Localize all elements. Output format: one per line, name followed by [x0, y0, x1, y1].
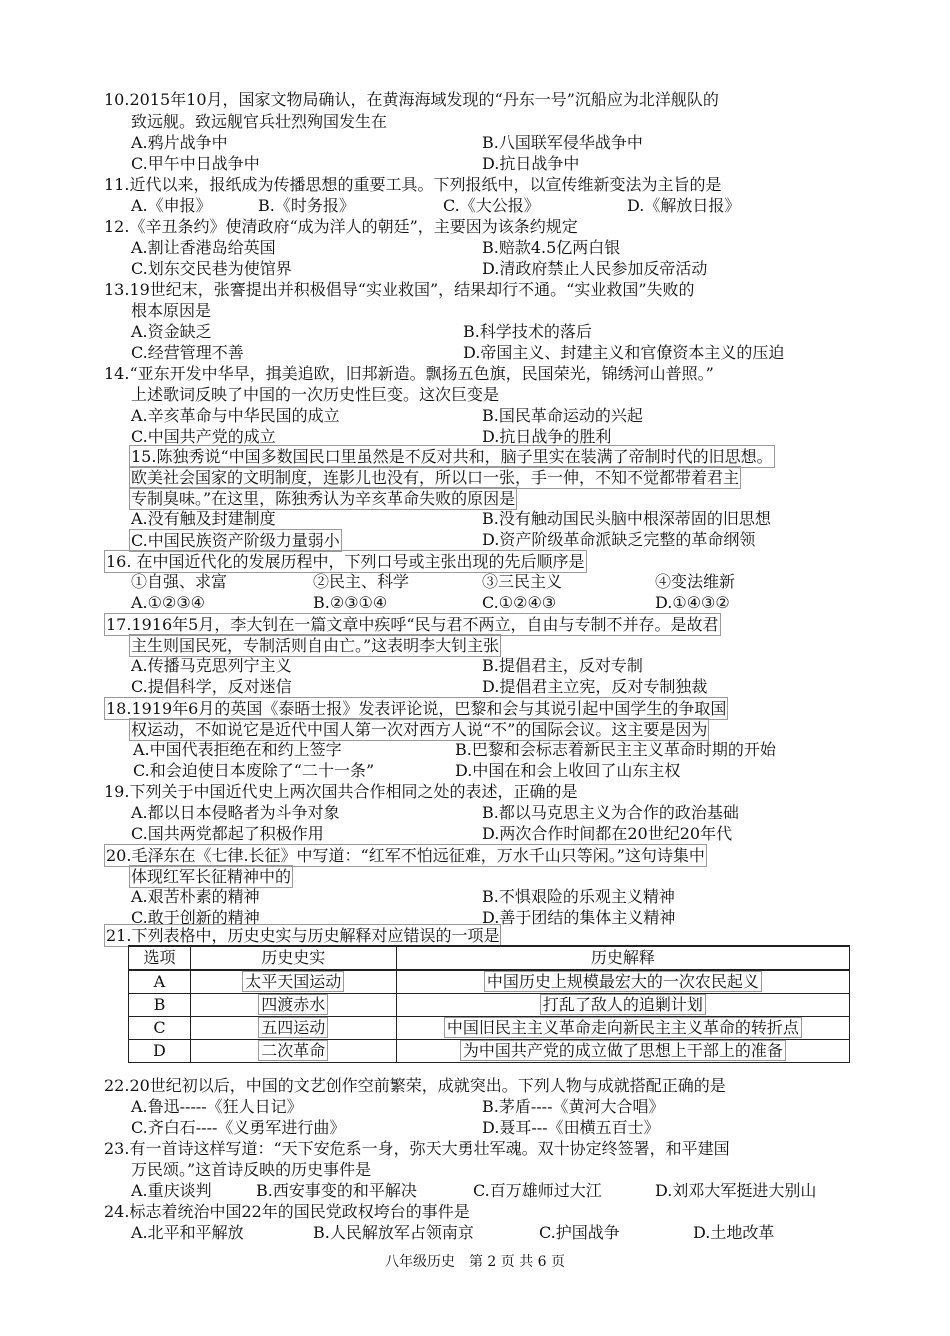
explanation-text: 中国历史上规模最宏大的一次农民起义 [484, 971, 762, 992]
text-line: 22.20世纪初以后，中国的文艺创作空前繁荣，成就突出。下列人物与成就搭配正确的是 [104, 1076, 726, 1095]
text-line: A.艰苦朴素的精神 [131, 887, 260, 906]
text-line: 权运动，不如说它是近代中国人第一次对西方人说“不”的国际会议。这主要是因为 [131, 720, 708, 739]
text-line: B.②③①④ [313, 593, 388, 612]
table-cell-fact [190, 1040, 396, 1063]
text-line: A.都以日本侵略者为斗争对象 [131, 803, 340, 822]
text-line: ②民主、科学 [313, 572, 410, 591]
text-line: 19.下列关于中国近代史上两次国共合作相同之处的表述，正确的是 [104, 782, 578, 801]
table-cell-option: D [129, 1040, 191, 1063]
text-line: 17.1916年5月，李大钊在一篇文章中疾呼“民与君不两立，自由与专制不并存。是故君 [106, 615, 719, 634]
text-line: B.赔款4.5亿两白银 [482, 238, 621, 257]
text-line: D.刘邓大军挺进大别山 [655, 1181, 817, 1200]
text-line: 根本原因是 [131, 301, 212, 320]
text-line: D.《解放日报》 [627, 196, 741, 215]
table-row [129, 1017, 850, 1040]
text-line: B.人民解放军占领南京 [313, 1223, 474, 1242]
text-line: 18.1919年6月的英国《泰晤士报》发表评论说，巴黎和会与其说引起中国学生的争取国 [106, 699, 727, 718]
table-cell-explanation [396, 970, 849, 994]
text-line: A.资金缺乏 [131, 322, 212, 341]
text-line: D.帝国主义、封建主义和官僚资本主义的压迫 [463, 343, 785, 362]
text-line: A.中国代表拒绝在和约上签字 [133, 740, 342, 759]
text-line: 15.陈独秀说“中国多数国民口里虽然是不反对共和，脑子里实在装满了帝制时代的旧思想。 [131, 447, 773, 466]
text-line: 11.近代以来，报纸成为传播思想的重要工具。下列报纸中，以宣传维新变法为主旨的是 [104, 175, 722, 194]
text-line: C.甲午中日战争中 [131, 154, 260, 173]
text-line: C.提倡科学，反对迷信 [131, 677, 292, 696]
text-line: B.科学技术的落后 [463, 322, 592, 341]
text-line: D.抗日战争的胜利 [482, 427, 612, 446]
text-line: ③三民主义 [482, 572, 563, 591]
table-header-fact: 历史史实 [190, 946, 396, 970]
text-line: D.资产阶级革命派缺乏完整的革命纲领 [482, 530, 756, 549]
table-header-row [129, 946, 850, 970]
text-line: D.两次合作时间都在20世纪20年代 [482, 824, 733, 843]
text-line: 21.下列表格中，历史史实与历史解释对应错误的一项是 [106, 926, 500, 945]
text-line: 万民颂。”这首诗反映的历史事件是 [131, 1160, 372, 1179]
text-line: B.八国联军侵华战争中 [482, 133, 643, 152]
table-row [129, 1040, 850, 1063]
text-line: D.抗日战争中 [482, 154, 580, 173]
text-line: 14.“亚东开发中华早，揖美追欧，旧邦新造。飘扬五色旗，民国荣光，锦绣河山普照。” [104, 364, 714, 383]
text-line: D.中国在和会上收回了山东主权 [455, 761, 681, 780]
text-line: 10.2015年10月，国家文物局确认，在黄海海域发现的“丹东一号”沉船应为北洋舰队的 [104, 90, 719, 109]
text-line: C.中国民族资产阶级力量弱小 [131, 531, 340, 550]
text-line: B.都以马克思主义为合作的政治基础 [482, 803, 739, 822]
text-line: B.国民革命运动的兴起 [482, 406, 643, 425]
explanation-text: 打乱了敌人的追剿计划 [540, 994, 706, 1015]
text-line: C.划东交民巷为使馆界 [131, 259, 292, 278]
explanation-text: 中国旧民主主义革命走向新民主主义革命的转折点 [444, 1017, 802, 1038]
text-line: A.鸦片战争中 [131, 133, 228, 152]
text-line: D.聂耳---《田横五百士》 [482, 1118, 660, 1137]
fact-text: 太平天国运动 [242, 971, 344, 992]
text-line: B.不惧艰险的乐观主义精神 [482, 887, 675, 906]
text-line: 上述歌词反映了中国的一次历史性巨变。这次巨变是 [131, 385, 500, 404]
text-line: ④变法维新 [655, 572, 736, 591]
fact-text: 五四运动 [258, 1017, 328, 1038]
text-line: 专制臭味。”在这里，陈独秀认为辛亥革命失败的原因是 [131, 489, 516, 508]
table-cell-option: A [129, 970, 191, 994]
table-row [129, 970, 850, 994]
fact-text: 二次革命 [258, 1040, 328, 1061]
text-line: 体现红军长征精神中的 [131, 867, 292, 886]
text-line: B.《时务报》 [258, 196, 355, 215]
text-line: A.鲁迅-----《狂人日记》 [131, 1097, 303, 1116]
text-line: C.百万雄师过大江 [473, 1181, 602, 1200]
text-line: C.敢于创新的精神 [131, 908, 260, 927]
fact-text: 四渡赤水 [258, 994, 328, 1015]
text-line: D.提倡君主立宪，反对专制独裁 [482, 677, 708, 696]
text-line: B.提倡君主，反对专制 [482, 656, 643, 675]
explanation-text: 为中国共产党的成立做了思想上干部上的准备 [460, 1040, 786, 1061]
text-line: C.齐白石----《义勇军进行曲》 [131, 1118, 346, 1137]
table-cell-option: C [129, 1017, 191, 1040]
text-line: C.①②④③ [482, 593, 557, 612]
text-line: A.《申报》 [131, 196, 212, 215]
text-line: C.国共两党都起了积极作用 [131, 824, 324, 843]
text-line: C.《大公报》 [443, 196, 540, 215]
text-line: A.割让香港岛给英国 [131, 238, 276, 257]
history-table [128, 945, 850, 1063]
page-footer: 八年级历史 第 2 页 共 6 页 [384, 1254, 566, 1270]
text-line: C.中国共产党的成立 [131, 427, 276, 446]
text-line: 致远舰。致远舰官兵壮烈殉国发生在 [131, 112, 388, 131]
table-row [129, 994, 850, 1017]
text-line: D.土地改革 [693, 1223, 775, 1242]
table-cell-fact [190, 1017, 396, 1040]
table-cell-explanation [396, 1040, 849, 1063]
table-header-explanation: 历史解释 [396, 946, 849, 970]
table-cell-fact [190, 994, 396, 1017]
text-line: 24.标志着统治中国22年的国民党政权垮台的事件是 [104, 1202, 470, 1221]
text-line: 16. 在中国近代化的发展历程中，下列口号或主张出现的先后顺序是 [106, 552, 585, 571]
text-line: 23.有一首诗这样写道：“天下安危系一身，弥天大勇壮军魂。双十协定终签署，和平建国 [104, 1139, 730, 1158]
text-line: B.巴黎和会标志着新民主主义革命时期的开始 [455, 740, 776, 759]
table-header-option: 选项 [129, 946, 191, 970]
text-line: A.辛亥革命与中华民国的成立 [131, 406, 340, 425]
text-line: 20.毛泽东在《七律.长征》中写道：“红军不怕远征难，万水千山只等闲。”这句诗集中 [106, 846, 705, 865]
text-line: A.传播马克思列宁主义 [131, 656, 292, 675]
text-line: C.护国战争 [539, 1223, 620, 1242]
text-line: B.西安事变的和平解决 [256, 1181, 417, 1200]
table-cell-option: B [129, 994, 191, 1017]
text-line: D.清政府禁止人民参加反帝活动 [482, 259, 708, 278]
text-line: B.没有触动国民头脑中根深蒂固的旧思想 [482, 509, 771, 528]
text-line: C.和会迫使日本废除了“二十一条” [133, 761, 375, 780]
text-line: A.没有触及封建制度 [131, 509, 276, 528]
text-line: D.①④③② [655, 593, 730, 612]
text-line: ①自强、求富 [131, 572, 228, 591]
text-line: 欧美社会国家的文明制度，连影儿也没有，所以口一张，手一伸，不知不觉都带着君主 [131, 468, 740, 487]
text-line: D.善于团结的集体主义精神 [482, 908, 676, 927]
text-line: 主生则国民死，专制活则自由亡。”这表明李大钊主张 [131, 636, 500, 655]
text-line: A.北平和平解放 [131, 1223, 244, 1242]
table-cell-explanation [396, 994, 849, 1017]
table-cell-fact [190, 970, 396, 994]
text-line: 13.19世纪末，张謇提出并积极倡导“实业救国”，结果却行不通。“实业救国”失败的 [104, 280, 695, 299]
text-line: A.①②③④ [131, 593, 206, 612]
text-line: B.茅盾----《黄河大合唱》 [482, 1097, 665, 1116]
text-line: 12.《辛丑条约》使清政府“成为洋人的朝廷”，主要因为该条约规定 [104, 217, 578, 236]
text-line: A.重庆谈判 [131, 1181, 212, 1200]
text-line: C.经营管理不善 [131, 343, 244, 362]
table-cell-explanation [396, 1017, 849, 1040]
